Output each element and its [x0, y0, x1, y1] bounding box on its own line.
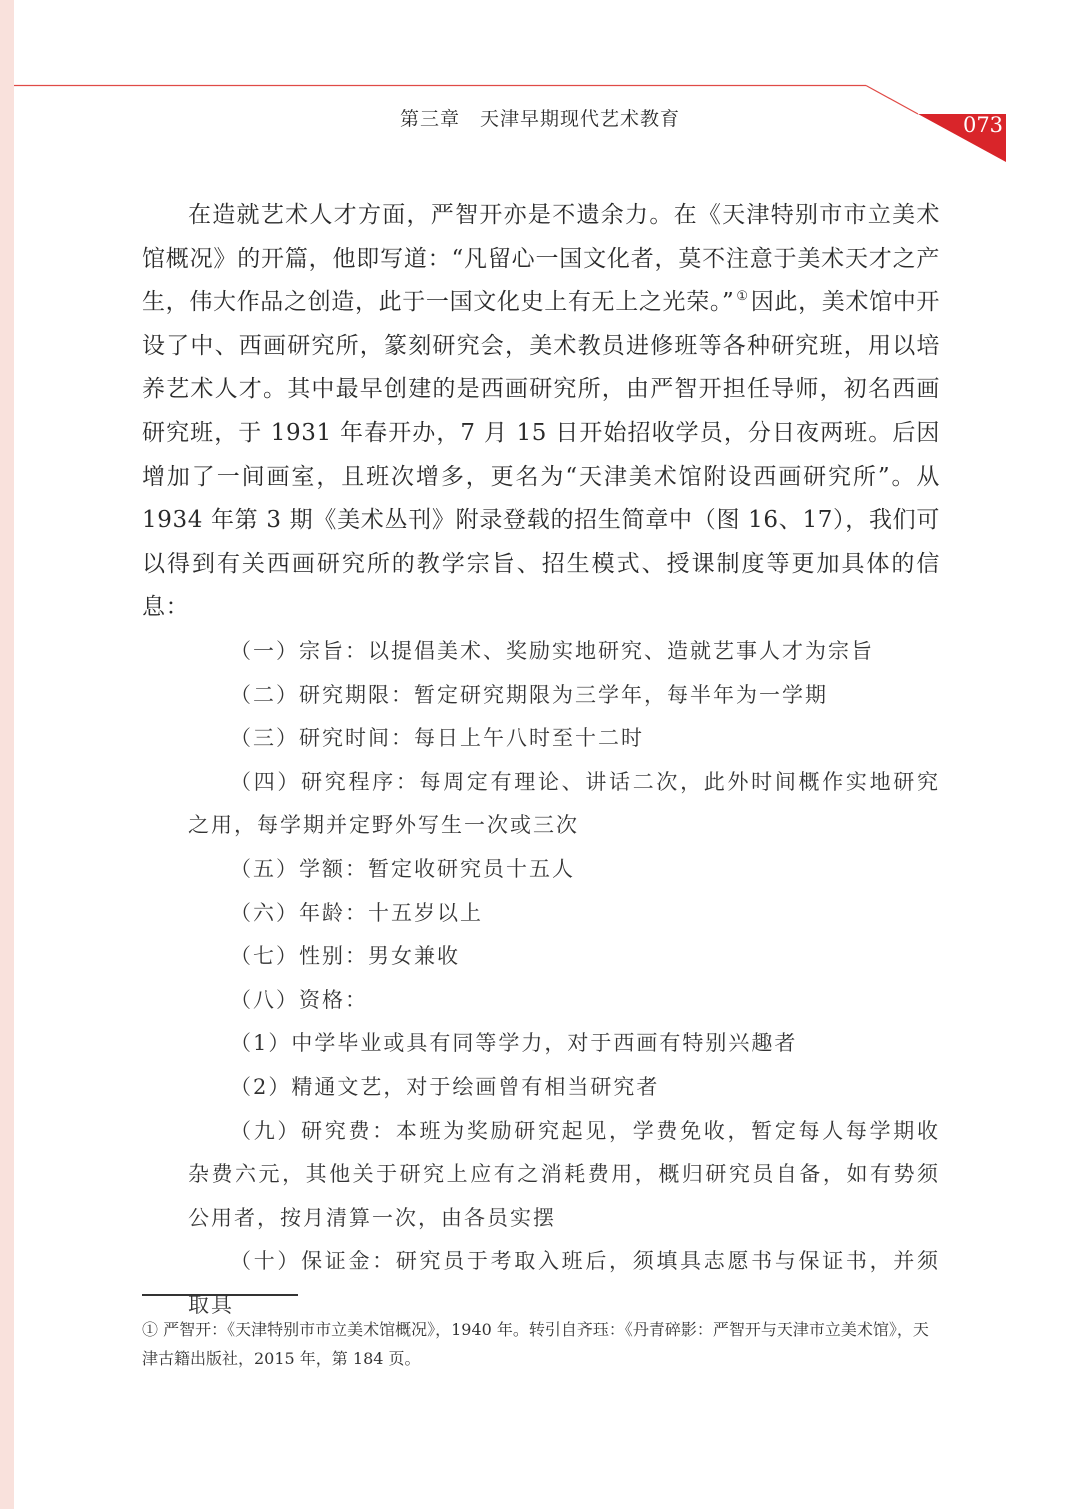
quote-item: （四）研究程序：每周定有理论、讲话二次，此外时间概作实地研究之用，每学期并定野外写生一次或三次	[188, 769, 940, 838]
quote-item: （三）研究时间：每日上午八时至十二时	[230, 726, 644, 751]
quote-item: （六）年龄：十五岁以上	[230, 900, 483, 925]
quote-item: （二）研究期限：暂定研究期限为三学年，每半年为一学期	[230, 682, 828, 707]
quote-item: （八）资格：	[230, 987, 368, 1012]
quote-item: （十）保证金：研究员于考取入班后，须填具志愿书与保证书，并须取具	[188, 1249, 940, 1317]
quote-item: （1）中学毕业或具有同等学力，对于西画有特别兴趣者	[230, 1031, 798, 1056]
body-paragraph	[142, 194, 940, 630]
quote-item: （一）宗旨：以提倡美术、奖励实地研究、造就艺事人才为宗旨	[230, 639, 874, 663]
footnote: ① 严智开：《天津特别市市立美术馆概况》，1940 年。转引自齐珏：《丹青碎影：严智开与天津市立美术馆》，天津古籍出版社，2015 年，第 184 页。	[142, 1320, 929, 1368]
running-head: 第三章 天津早期现代艺术教育	[399, 108, 680, 130]
header-diagonal-line	[866, 86, 918, 115]
paragraph-text-before-note: 在造就艺术人才方面，严智开亦是不遗余力。在《天津特别市市立美术馆概况》的开篇，他即写道：“凡留心一国文化者，莫不注意于美术天才之产生，伟大作品之创造，此于一国文化史上有无上之光荣。”	[142, 202, 940, 316]
body-text	[142, 194, 940, 630]
footnote-rule	[142, 1294, 298, 1296]
quote-item: （九）研究费：本班为奖励研究起见，学费免收，暂定每人每学期收杂费六元，其他关于研究上应有之消耗费用，概归研究员自备，如有势须公用者，按月清算一次，由各员实摆	[188, 1118, 940, 1230]
header-decoration	[0, 0, 1080, 200]
footnote-reference: ①	[736, 289, 749, 305]
quote-item: （七）性别：男女兼收	[230, 944, 460, 969]
page-number: 073	[962, 113, 1004, 137]
enrollment-rules-quote	[188, 630, 940, 1328]
quote-item: （五）学额：暂定收研究员十五人	[230, 856, 575, 881]
page-edge-strip	[0, 0, 14, 1509]
quote-item: （2）精通文艺，对于绘画曾有相当研究者	[230, 1074, 660, 1099]
paragraph-text-after-note: 因此，美术馆中开设了中、西画研究所，篆刻研究会，美术教员进修班等各种研究班，用以培养艺术人才。其中最早创建的是西画研究所，由严智开担任导师，初名西画研究班，于 1931 年春开办，7 月 15 日开始招收学员，分日夜两班。后因增加了一间画室，且班次增多，更名为“天津美术馆附设西画研究所”。从 1934 年第 3 期《美术丛刊》附录登载的招生简章中（图 16、17），我们可以得到有关西画研究所的教学宗旨、招生模式、授课制度等更加具体的信息：	[142, 289, 940, 621]
